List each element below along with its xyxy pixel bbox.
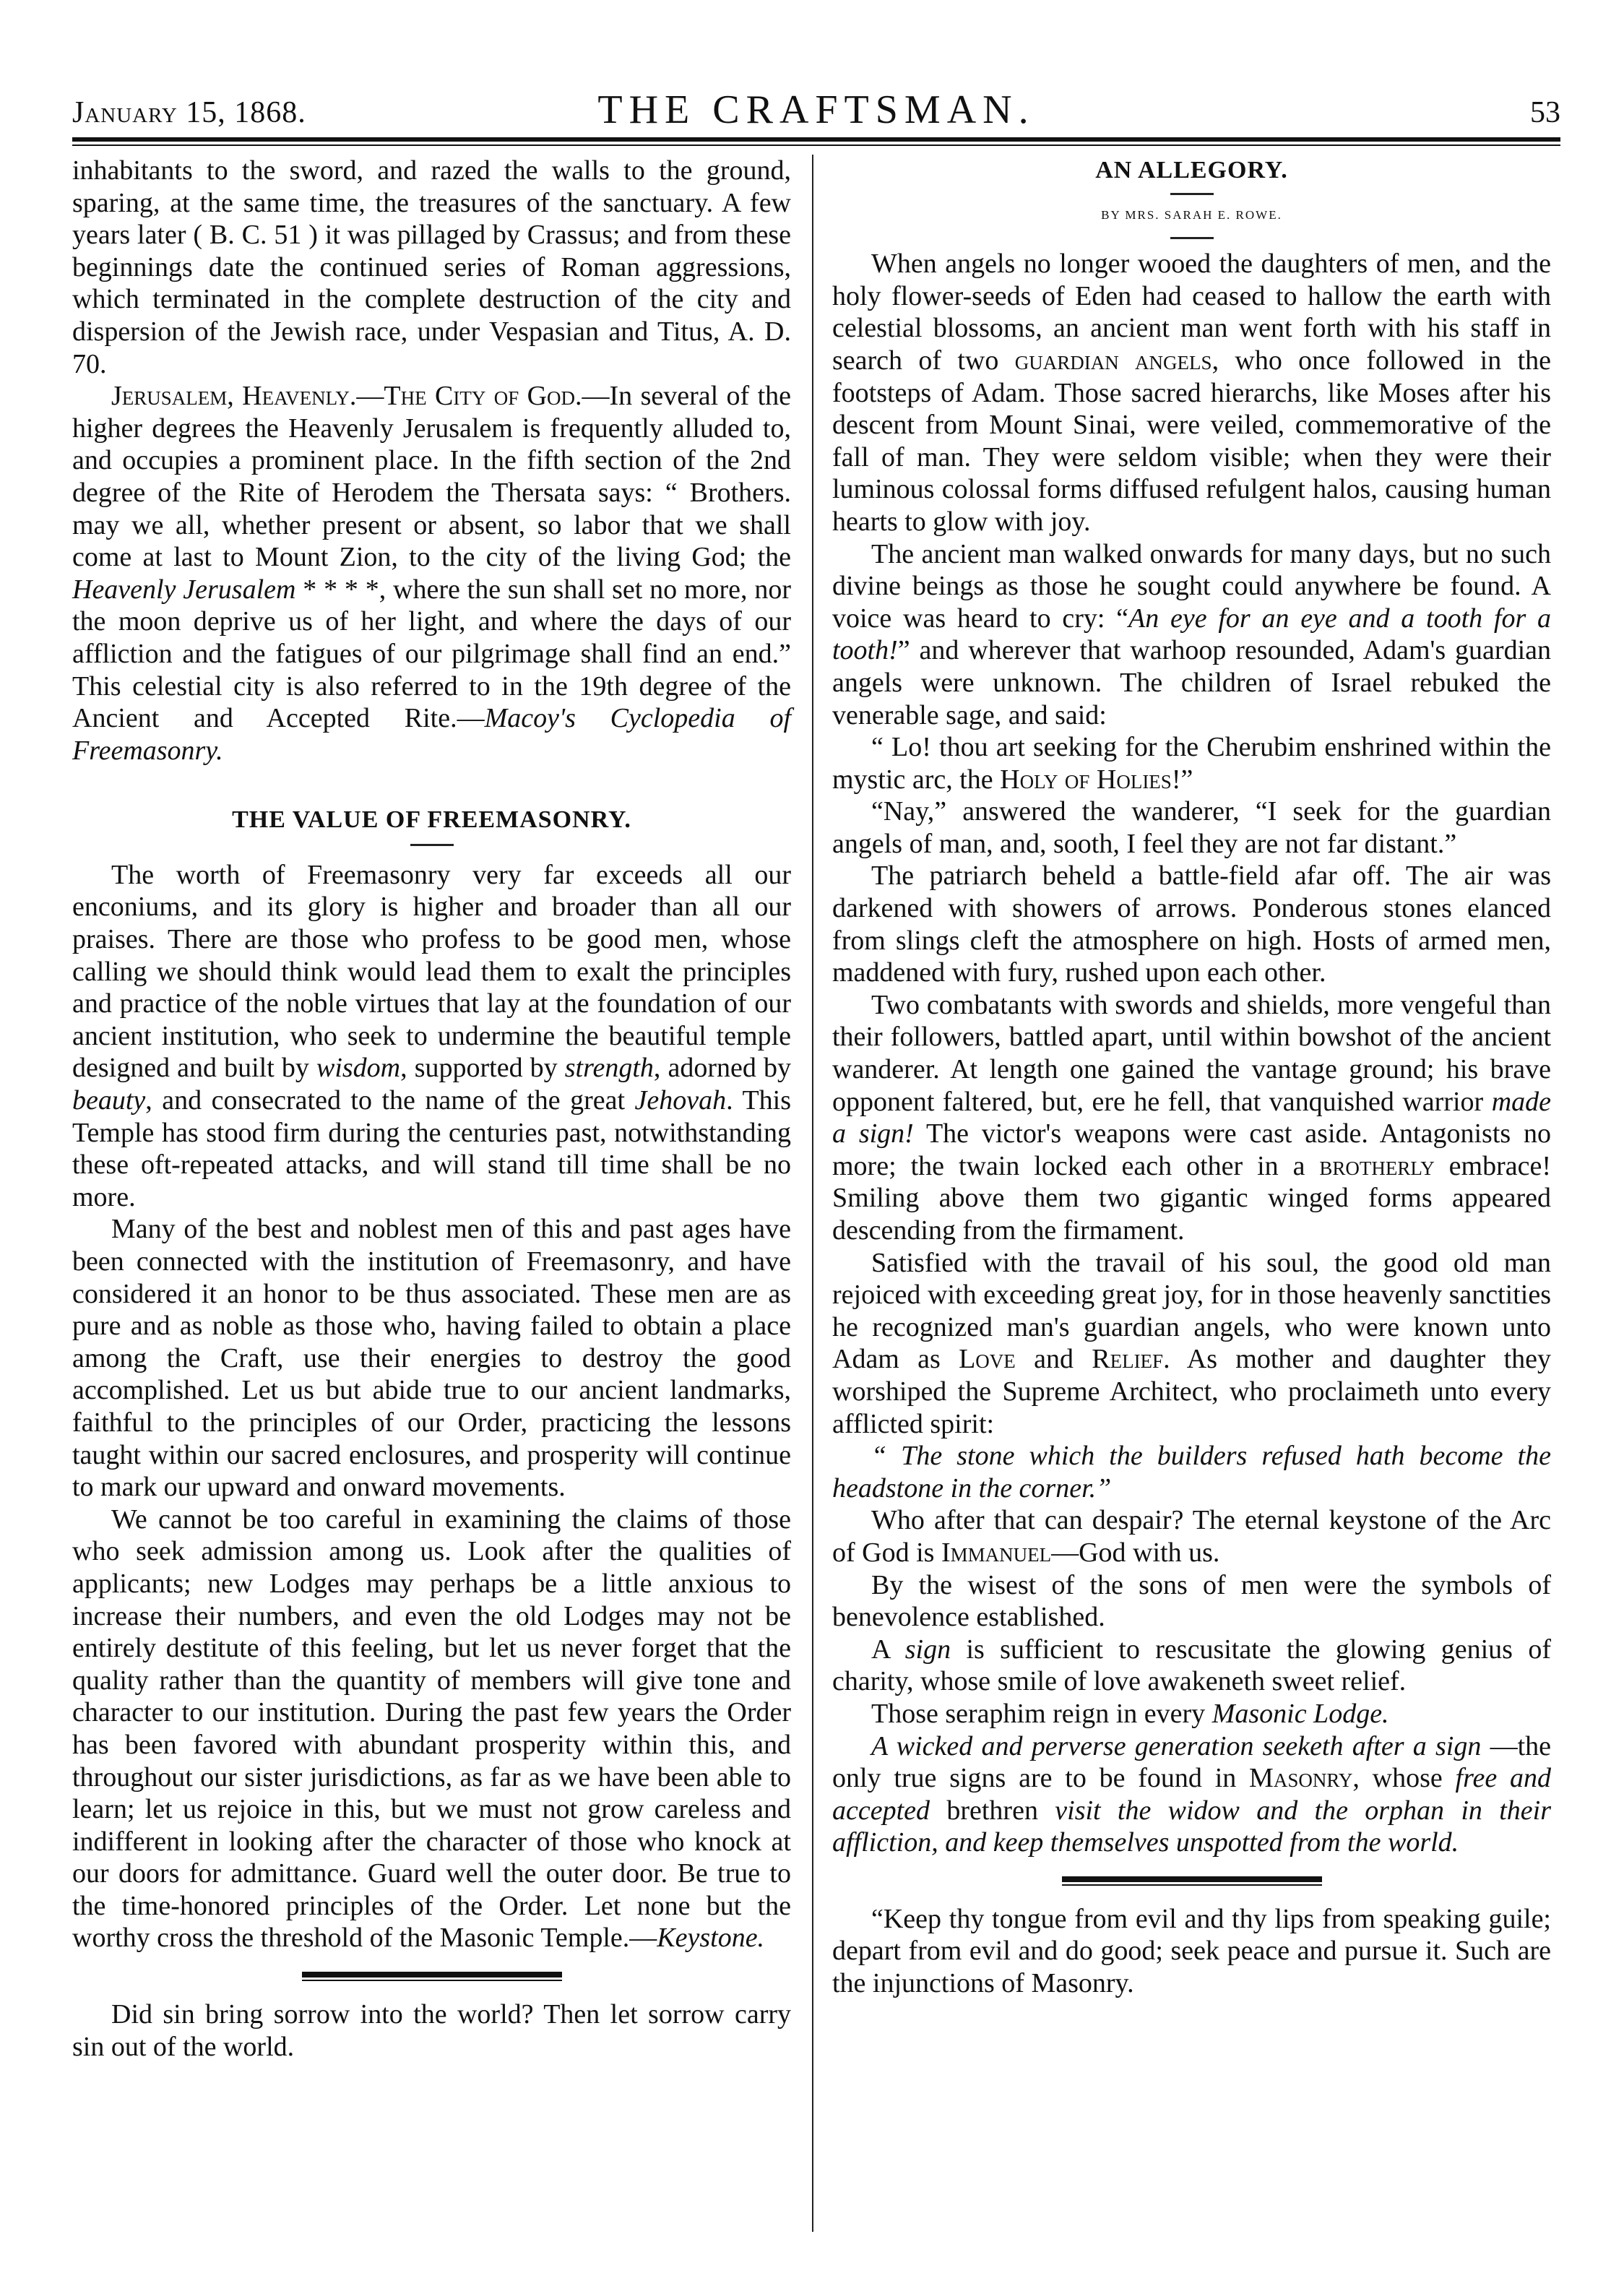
- allegory-paragraph: A wicked and perverse generation seeketh after a sign —the only true signs are to be found in Masonry, whose free and accepted brethren visit the widow and the orphan in their affliction, and keep themselves unspotted from the world.: [832, 1730, 1551, 1858]
- article-paragraph: We cannot be too careful in examining the claims of those who seek admission among us. Look after the qualities of applicants; new Lodges may perhaps be a little anxious to increase their numbers, and even the old Lodges may not be entirely destitute of this feeling, but let us never forget that the quality rather than the quantity of members will give tone and character to our institution. During the past few years the Order has been favored with abundant prosperity within this, and throughout our sister jurisdictions, as far as we have been able to learn; let us rejoice in this, but we must not grow careless and indifferent in looking after the character of those who knock at our doors for admittance. Guard well the outer door. Be true to the time-honored principles of the Order. Let none but the worthy cross the threshold of the Masonic Temple.—Keystone.: [72, 1504, 791, 1954]
- allegory-paragraph: A sign is sufficient to rescusitate the glowing genius of charity, whose smile of love awakeneth sweet relief.: [832, 1634, 1551, 1697]
- allegory-paragraph: Satisfied with the travail of his soul, the good old man rejoiced with exceeding great joy, for in those heavenly sanctities he recognized man's guardian angels, who were known unto Adam as Love and Relief. As mother and daughter they worshiped the Supreme Architect, who proclaimeth unto every afflicted spirit:: [832, 1247, 1551, 1439]
- right-column: [832, 155, 1551, 2000]
- closing-injunction: “Keep thy tongue from evil and thy lips from speaking guile; depart from evil and do good; seek peace and pursue it. Such are the injunctions of Masonry.: [832, 1903, 1551, 1999]
- allegory-paragraph: The ancient man walked onwards for many days, but no such divine beings as those he sought could anywhere be found. A voice was heard to cry: “An eye for an eye and a tooth for a tooth!” and wherever that warhoop resounded, Adam's guardian angels were unknown. The children of Israel rebuked the venerable sage, and said:: [832, 538, 1551, 730]
- header-rule: [72, 137, 1560, 142]
- issue-date: January 15, 1868.: [72, 96, 306, 129]
- allegory-paragraph: Two combatants with swords and shields, more vengeful than their followers, battled apart, until within bowshot of the ancient wanderer. At length one gained the vantage ground; his brave opponent faltered, but, ere he fell, that vanquished warrior made a sign! The victor's weapons were cast aside. Antagonists no more; the twain locked each other in a brotherly embrace! Smiling above them two gigantic winged forms appeared descending from the firmament.: [832, 989, 1551, 1246]
- heading-dash: [1170, 193, 1214, 195]
- heading-dash: [410, 844, 454, 846]
- allegory-paragraph: Those seraphim reign in every Masonic Lodge.: [871, 1698, 1389, 1729]
- article-paragraph: The worth of Freemasonry very far exceeds all our enconiums, and its glory is higher and broader than all our praises. There are those who profess to be good men, whose calling we should think would lead them to exalt the principles and practice of the noble virtues that lay at the foundation of our ancient institution, who seek to undermine the beautiful temple designed and built by wisdom, supported by strength, adorned by beauty, and consecrated to the name of the great Jehovah. This Temple has stood firm during the centuries past, notwithstanding these oft-repeated attacks, and will stand till time shall be no more.: [72, 859, 791, 1212]
- allegory-quotation: “ The stone which the builders refused hath become the headstone in the corner.”: [832, 1441, 1551, 1504]
- entry-lead: Jerusalem, Heavenly.—The City of God.: [111, 381, 582, 412]
- header-rule-thin: [72, 145, 1560, 146]
- byline: BY MRS. SARAH E. ROWE.: [1101, 207, 1282, 222]
- byline-dash: [1170, 237, 1214, 239]
- page-number: 53: [1530, 96, 1560, 129]
- article-continuation: inhabitants to the sword, and razed the walls to the ground, sparing, at the same time, the treasures of the sanctuary. A few years later ( B. C. 51 ) it was pillaged by Crassus; and from these beginnings date the continued series of Roman aggressions, which terminated in the complete destruction of the city and dispersion of the Jewish race, under Vespasian and Titus, A. D. 70.: [72, 155, 791, 379]
- allegory-paragraph: When angels no longer wooed the daughters of men, and the holy flower-seeds of Eden had ceased to hallow the earth with celestial blossoms, an ancient man went forth with his staff in search of two guardian angels, who once followed in the footsteps of Adam. Those sacred hierarchs, like Moses after his descent from Mount Sinai, were veiled, commemorative of the fall of man. They were seldom visible; when they were their luminous colossal forms diffused refulgent halos, causing human hearts to glow with joy.: [832, 249, 1551, 537]
- allegory-paragraph: “Nay,” answered the wanderer, “I seek for the guardian angels of man, and, sooth, I feel they are not far distant.”: [832, 796, 1551, 859]
- column-divider: [812, 155, 813, 2232]
- allegory-paragraph: “ Lo! thou art seeking for the Cherubim enshrined within the mystic arc, the Holy of Holies!”: [832, 732, 1551, 795]
- source-citation: Macoy's Cyclopedia of Freemasonry.: [72, 703, 792, 766]
- allegory-paragraph: By the wisest of the sons of men were the symbols of benevolence established.: [832, 1569, 1551, 1633]
- closing-aphorism: Did sin bring sorrow into the world? Then let sorrow carry sin out of the world.: [72, 1999, 791, 2062]
- page-header: [72, 87, 1560, 137]
- left-column: [72, 155, 791, 2063]
- allegory-paragraph: Who after that can despair? The eternal keystone of the Arc of God is Immanuel—God with us.: [832, 1505, 1551, 1568]
- article-paragraph: Many of the best and noblest men of this and past ages have been connected with the institution of Freemasonry, and have considered it an honor to be thus associated. These men are as pure and as noble as those who, having failed to obtain a place among the Craft, use their energies to destroy the good accomplished. Let us but abide true to our ancient landmarks, faithful to the principles of our Order, practicing the lessons taught within our sacred enclosures, and prosperity will continue to mark our upward and onward movements.: [72, 1214, 791, 1503]
- publication-title: THE CRAFTSMAN.: [597, 87, 1035, 132]
- section-separator: [302, 1972, 562, 1981]
- article-heading-allegory: AN ALLEGORY.: [1095, 157, 1288, 184]
- article-heading-value-of-freemasonry: THE VALUE OF FREEMASONRY.: [232, 806, 631, 834]
- allegory-paragraph: The patriarch beheld a battle-field afar off. The air was darkened with showers of arrows. Ponderous stones elanced from slings cleft the atmosphere on high. Hosts of armed men, maddened with fury, rushed upon each other.: [832, 861, 1551, 988]
- source-citation: Keystone.: [657, 1923, 765, 1954]
- newspaper-page: [72, 58, 1560, 2240]
- entry-heavenly-jerusalem: Jerusalem, Heavenly.—The City of God.—In several of the higher degrees the Heavenly Jerusalem is frequently alluded to, and occupies a prominent place. In the fifth section of the 2nd degree of the Rite of Herodem the Thersata says: “ Brothers. may we all, whether present or absent, so labor that we shall come at last to Mount Zion, to the city of the living God; the Heavenly Jerusalem * * * *, where the sun shall set no more, nor the moon deprive us of her light, and where the days of our affliction and the fatigues of our pilgrimage shall find an end.” This celestial city is also referred to in the 19th degree of the Ancient and Accepted Rite.—Macoy's Cyclopedia of Freemasonry.: [72, 381, 792, 766]
- section-separator: [1062, 1876, 1322, 1886]
